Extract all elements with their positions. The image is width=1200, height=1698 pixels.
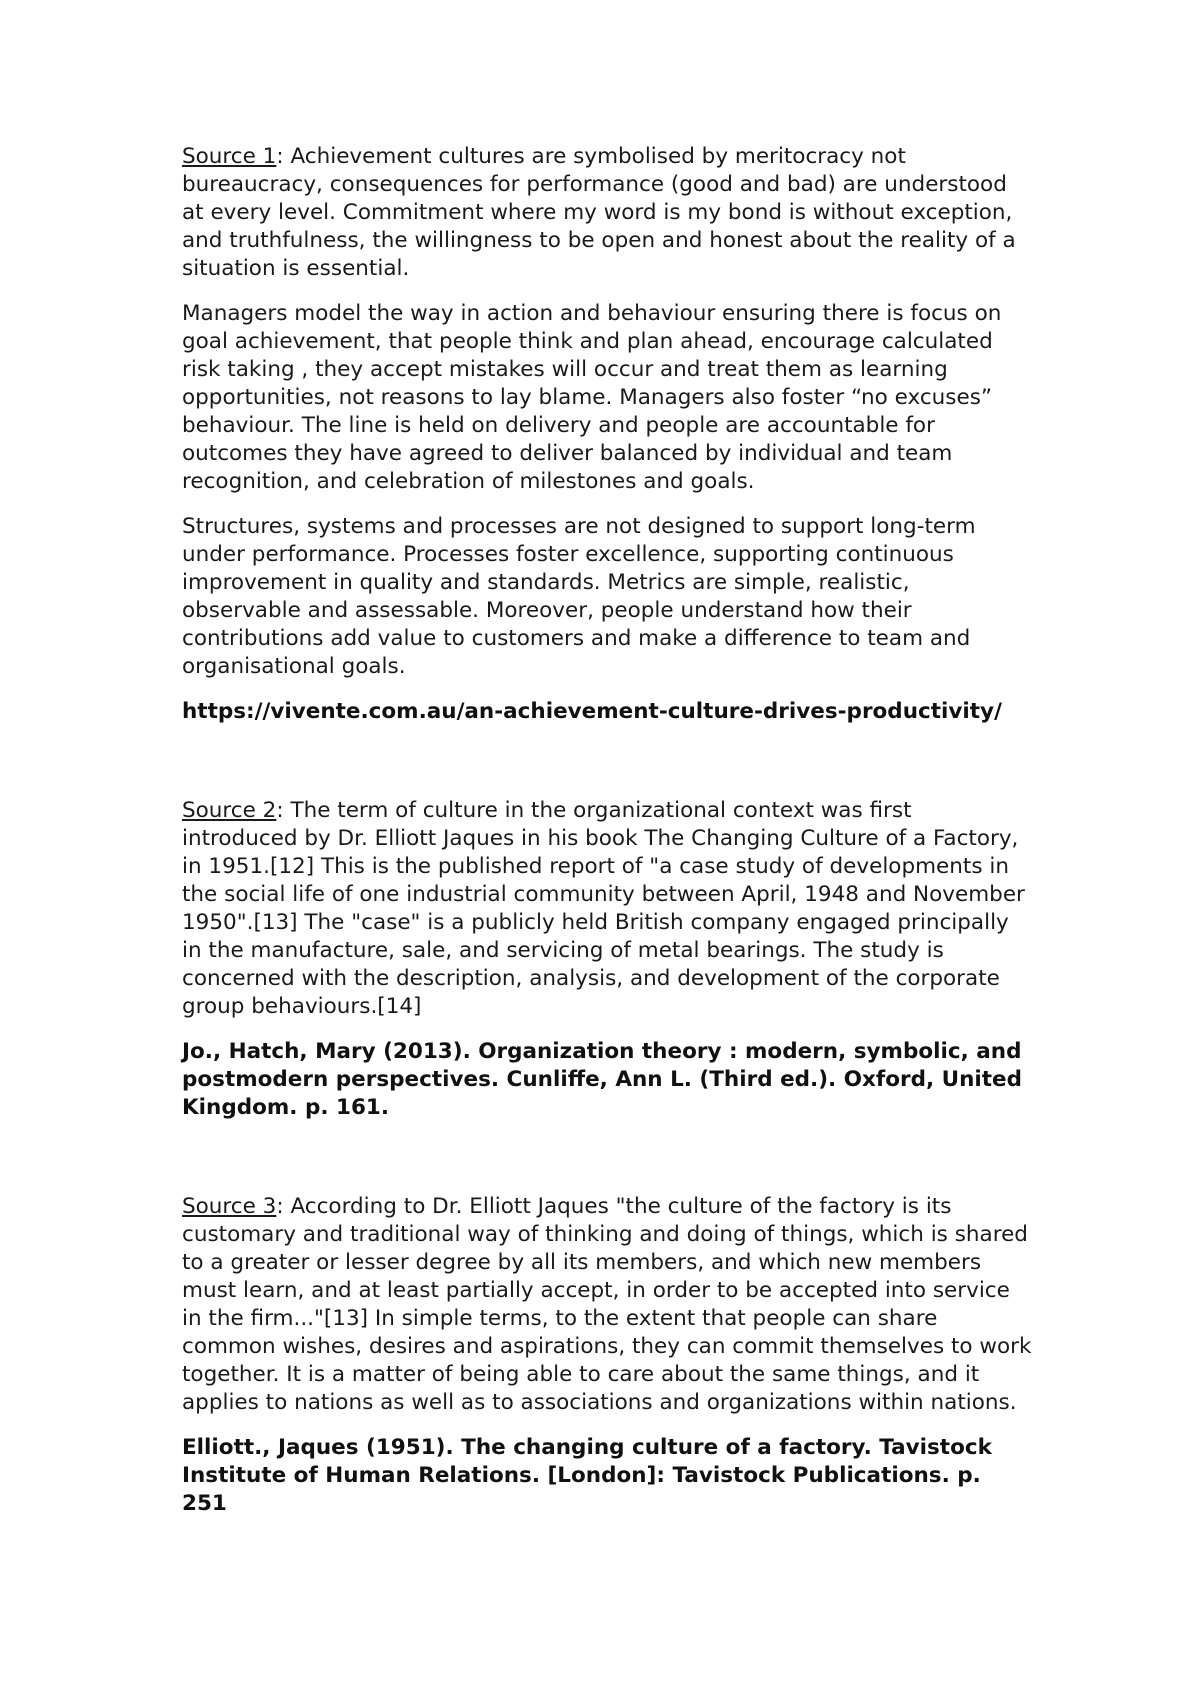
section-spacer (182, 1139, 1032, 1193)
source2-separator: : (276, 798, 284, 823)
source1-paragraph-3: Structures, systems and processes are not designed to support long-term under performance. Processes foster excellence, supporting continuous improvement in quality and standards. Metrics are simple, realistic, observable and assessable. Moreover, people understand how their contributions add value to customers and make a difference to team and organisational goals. (182, 514, 976, 679)
source2-text-1: The term of culture in the organizational context was first introduced by Dr. Elliott Jaques in his book The Changing Culture of a Factory, in 1951.[12] This is the published report of "a case study of developments in the social life of one industrial community between April, 1948 and November 1950".[13] The "case" is a publicly held British company engaged principally in the manufacture, sale, and servicing of metal bearings. The study is concerned with the description, analysis, and development of the corporate group behaviours.[14] (182, 798, 1025, 1019)
document-body (182, 143, 1032, 1535)
source3-separator: : (276, 1194, 284, 1219)
source2-paragraph-1 (182, 797, 1032, 1021)
source1-separator: : (276, 144, 284, 169)
source2-label: Source 2 (182, 798, 277, 823)
source3-text-1: According to Dr. Elliott Jaques "the culture of the factory is its customary and traditional way of thinking and doing of things, which is shared to a greater or lesser degree by all its members, and which new members must learn, and at least partially accept, in order to be accepted into service in the firm..."[13] In simple terms, to the extent that people can share common wishes, desires and aspirations, they can commit themselves to work together. It is a matter of being able to care about the same things, and it applies to nations as well as to associations and organizations within nations. (182, 1194, 1032, 1415)
section-spacer (182, 743, 1032, 797)
source1-citation: https://vivente.com.au/an-achievement-culture-drives-productivity/ (182, 699, 1002, 724)
source3-paragraph-1 (182, 1193, 1032, 1417)
source3-label: Source 3 (182, 1194, 277, 1219)
source2-citation: Jo., Hatch, Mary (2013). Organization theory : modern, symbolic, and postmodern perspectives. Cunliffe, Ann L. (Third ed.). Oxford, United Kingdom. p. 161. (182, 1039, 1022, 1120)
source1-paragraph-2: Managers model the way in action and behaviour ensuring there is focus on goal achievement, that people think and plan ahead, encourage calculated risk taking , they accept mistakes will occur and treat them as learning opportunities, not reasons to lay blame. Managers also foster “no excuses” behaviour. The line is held on delivery and people are accountable for outcomes they have agreed to deliver balanced by individual and team recognition, and celebration of milestones and goals. (182, 301, 1002, 494)
source1-label: Source 1 (182, 144, 277, 169)
source3-citation: Elliott., Jaques (1951). The changing culture of a factory. Tavistock Institute of Human Relations. [London]: Tavistock Publications. p. 251 (182, 1435, 992, 1516)
source1-paragraph-1 (182, 143, 1032, 283)
source1-text-1: Achievement cultures are symbolised by meritocracy not bureaucracy, consequences for performance (good and bad) are understood at every level. Commitment where my word is my bond is without exception, and truthfulness, the willingness to be open and honest about the reality of a situation is essential. (182, 144, 1016, 281)
